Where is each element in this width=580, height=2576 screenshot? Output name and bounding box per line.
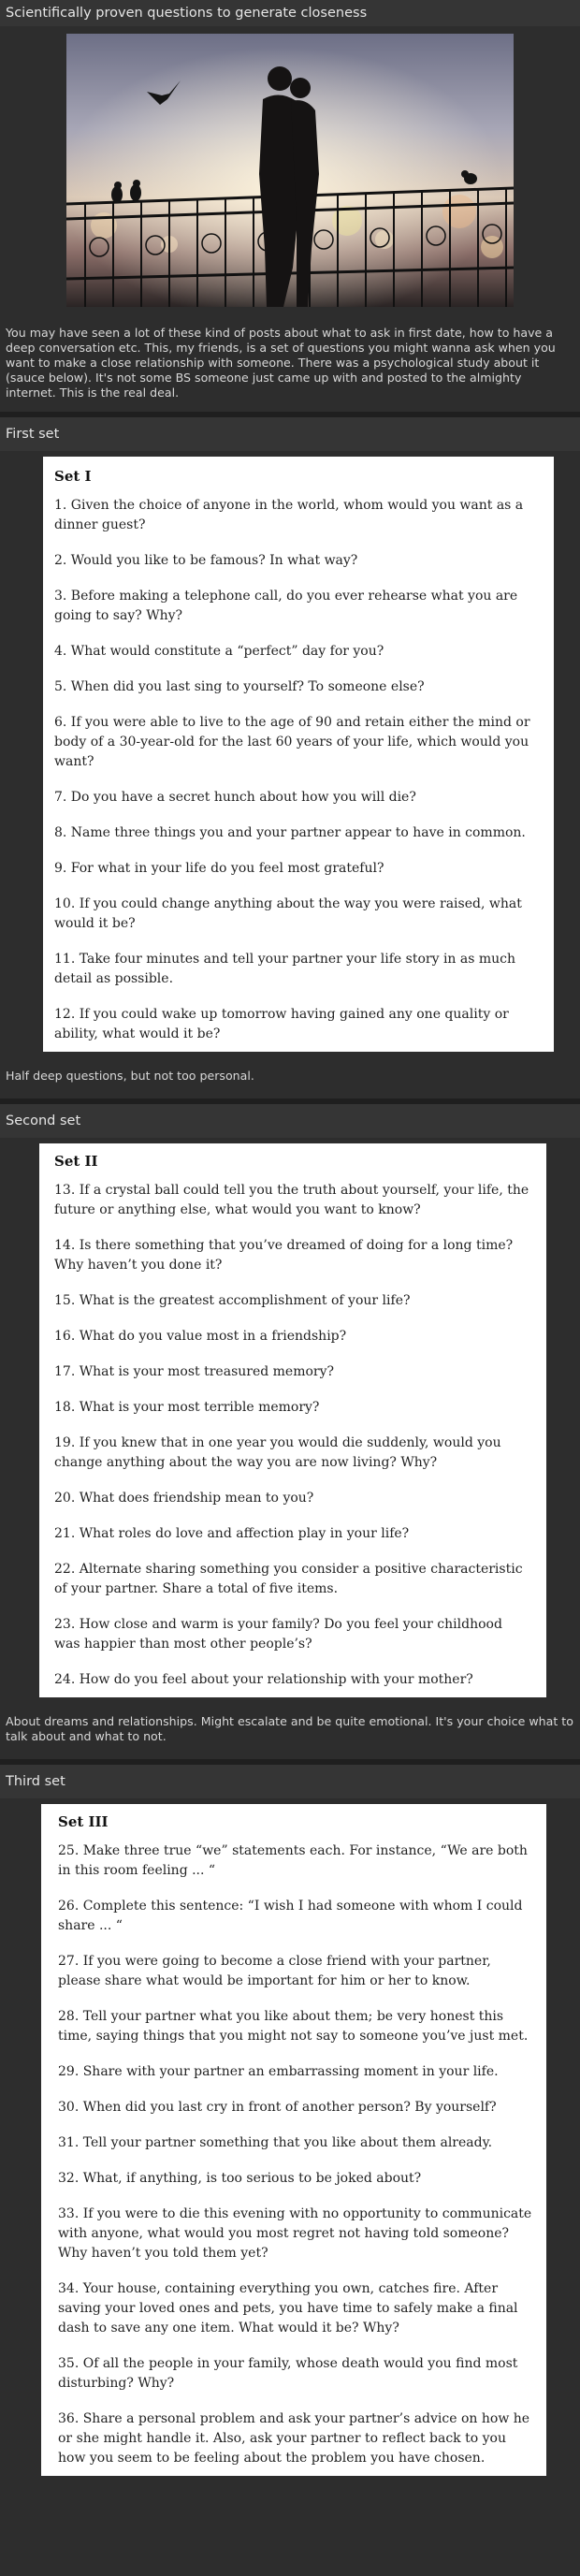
section-caption: About dreams and relationships. Might escalate and be quite emotional. It's your choice what to talk about and what to not. (6, 1714, 573, 1743)
question-item: 15. What is the greatest accomplishment of your life? (54, 1293, 411, 1308)
question-item: 14. Is there something that you’ve dreamed of doing for a long time? Why haven’t you done it? (54, 1238, 514, 1273)
question-item: 9. For what in your life do you feel most grateful? (54, 861, 384, 876)
question-item: 36. Share a personal problem and ask your partner’s advice on how he or she might handle it. Also, ask your partner to reflect back to you how you seem to be feeling about the problem you have chosen. (58, 2411, 530, 2466)
question-item: 32. What, if anything, is too serious to be joked about? (58, 2171, 422, 2186)
question-item: 21. What roles do love and affection play in your life? (54, 1526, 410, 1541)
question-item: 20. What does friendship mean to you? (54, 1491, 314, 1506)
section-header-second-set: Second set (0, 1104, 580, 1138)
question-item: 30. When did you last cry in front of another person? By yourself? (58, 2100, 497, 2115)
question-item: 27. If you were going to become a close friend with your partner, please share what would be important for him or her to know. (58, 1954, 491, 1988)
question-item: 8. Name three things you and your partner appear to have in common. (54, 825, 526, 840)
question-item: 11. Take four minutes and tell your partner your life story in as much detail as possible. (54, 952, 516, 986)
question-item: 4. What would constitute a “perfect” day for you? (54, 644, 384, 659)
couple-silhouette-image (66, 34, 514, 307)
question-item: 34. Your house, containing everything you own, catches fire. After saving your loved ones and pets, you have time to safely make a final dash to save any one item. What would it be? Why? (58, 2281, 518, 2336)
question-item: 23. How close and warm is your family? Do you feel your childhood was happier than most other people’s? (54, 1617, 502, 1652)
set-title: Set II (54, 1153, 98, 1170)
set-title: Set III (58, 1813, 109, 1830)
question-item: 10. If you could change anything about the way you were raised, what would it be? (54, 896, 522, 931)
question-item: 18. What is your most terrible memory? (54, 1400, 320, 1415)
question-item: 25. Make three true “we” statements each. For instance, “We are both in this room feeling ... “ (58, 1843, 528, 1878)
section-header-third-set: Third set (0, 1765, 580, 1798)
set-title: Set I (54, 468, 92, 485)
question-item: 17. What is your most treasured memory? (54, 1364, 335, 1379)
question-item: 26. Complete this sentence: “I wish I had someone with whom I could share ... “ (58, 1899, 523, 1933)
question-item: 7. Do you have a secret hunch about how you will die? (54, 790, 416, 805)
question-item: 3. Before making a telephone call, do you ever rehearse what you are going to say? Why? (54, 589, 518, 623)
question-item: 2. Would you like to be famous? In what way? (54, 553, 358, 568)
question-item: 1. Given the choice of anyone in the world, whom would you want as a dinner guest? (54, 498, 524, 532)
question-item: 5. When did you last sing to yourself? To someone else? (54, 679, 425, 694)
question-card-set-2 (39, 1143, 546, 1697)
question-item: 28. Tell your partner what you like about them; be very honest this time, saying things that you might not say to someone you’ve just met. (58, 2009, 529, 2044)
question-card-set-1 (43, 457, 554, 1052)
question-card-set-3 (41, 1804, 546, 2476)
question-item: 33. If you were to die this evening with no opportunity to communicate with anyone, what would you most regret not having told someone? Why haven’t you told them yet? (58, 2206, 532, 2261)
question-item: 13. If a crystal ball could tell you the truth about yourself, your life, the future or anything else, what would you want to know? (54, 1183, 529, 1217)
question-item: 19. If you knew that in one year you would die suddenly, would you change anything about the way you are now living? Why? (54, 1435, 501, 1470)
section-caption: Half deep questions, but not too personal. (6, 1069, 254, 1083)
question-item: 16. What do you value most in a friendship? (54, 1329, 347, 1344)
question-item: 35. Of all the people in your family, whose death would you find most disturbing? Why? (58, 2356, 518, 2391)
question-item: 24. How do you feel about your relationship with your mother? (54, 1672, 473, 1687)
question-item: 6. If you were able to live to the age of 90 and retain either the mind or body of a 30-year-old for the last 60 years of your life, which would you want? (54, 715, 530, 769)
question-item: 31. Tell your partner something that you like about them already. (58, 2135, 493, 2150)
question-item: 22. Alternate sharing something you consider a positive characteristic of your partner. Share a total of five items. (54, 1562, 523, 1596)
intro-text: You may have seen a lot of these kind of posts about what to ask in first date, how to have a deep conversation etc. This, my friends, is a set of questions you might wanna ask when you want to make a close relationship with someone. There was a psychological study about it (sauce below). It's not some BS someone just came up with and posted to the almighty internet. This is the real deal. (6, 326, 556, 400)
section-header-first-set: First set (0, 417, 580, 451)
question-item: 29. Share with your partner an embarrassing moment in your life. (58, 2064, 499, 2079)
post-title: Scientifically proven questions to generate closeness (0, 0, 580, 26)
question-item: 12. If you could wake up tomorrow having gained any one quality or ability, what would it be? (54, 1007, 509, 1041)
